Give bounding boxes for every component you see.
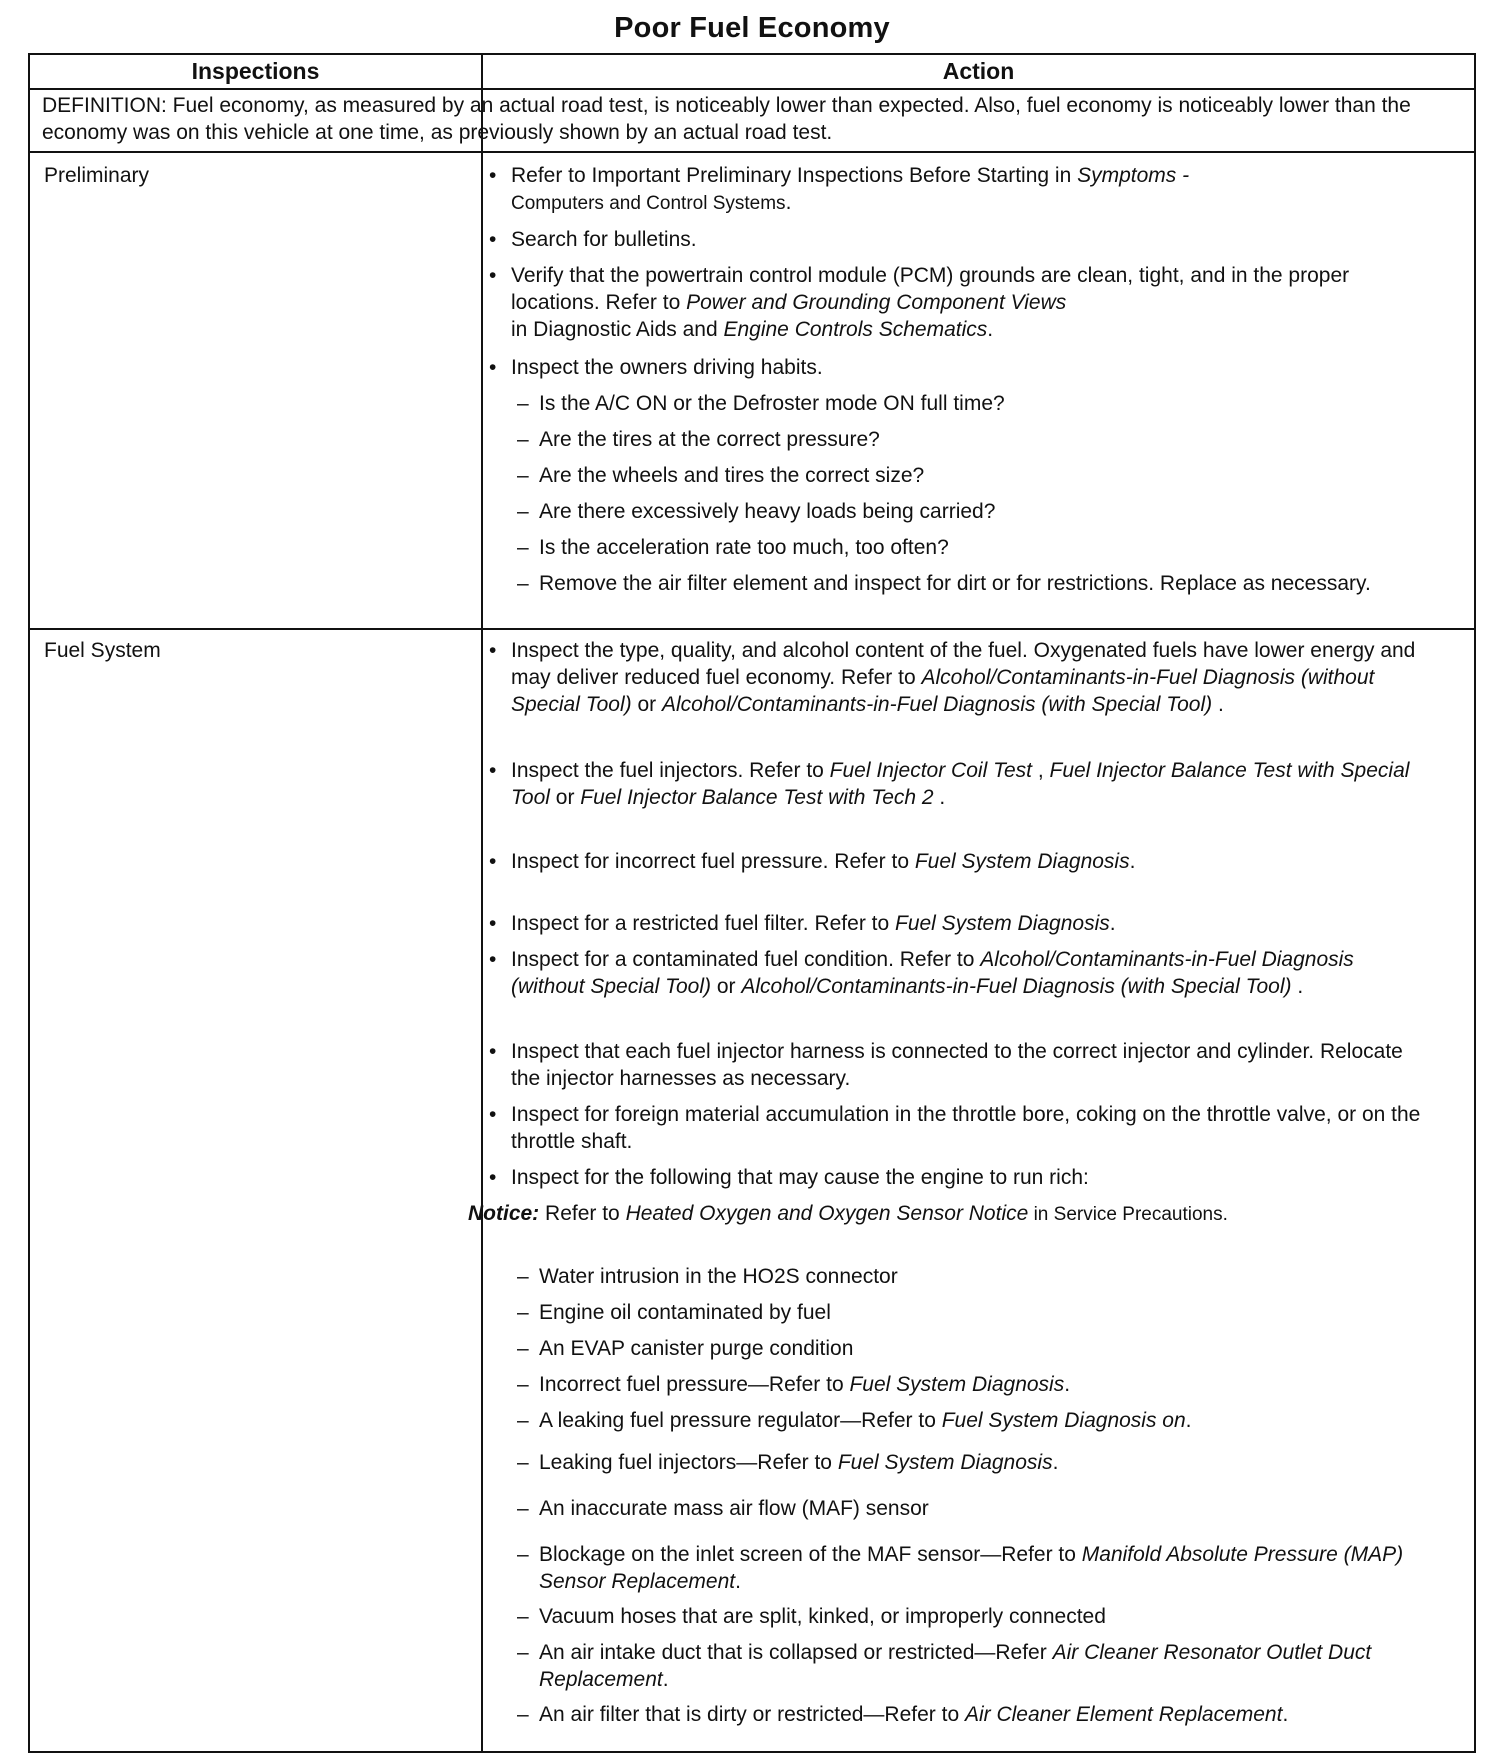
list-item: – An air intake duct that is collapsed or restricted—Refer Air Cleaner Resonator Outlet Duct Replacement.	[517, 1641, 1372, 1691]
list-item: • Inspect the type, quality, and alcohol content of the fuel. Oxygenated fuels have lower energy and may deliver reduced fuel economy. Refer to Alcohol/Contaminants-in-Fuel Diagnosis (without Special Tool) or Alcohol/Contaminants-in-Fuel Diagnosis (with Special Tool) .	[489, 639, 1416, 716]
notice-label: Notice:	[468, 1202, 540, 1225]
list-item: • Inspect for incorrect fuel pressure. Refer to Fuel System Diagnosis.	[489, 850, 1136, 873]
list-item: – A leaking fuel pressure regulator—Refer to Fuel System Diagnosis on.	[517, 1409, 1192, 1432]
page-title: Poor Fuel Economy	[614, 12, 890, 44]
bullet-icon: •	[489, 356, 497, 379]
dash-icon: –	[517, 1451, 529, 1474]
dash-icon: –	[517, 1641, 529, 1664]
list-item: – Is the A/C ON or the Defroster mode ON full time?	[517, 392, 1005, 415]
list-item: – An inaccurate mass air flow (MAF) sensor	[517, 1497, 929, 1520]
header-action: Action	[942, 58, 1015, 84]
preliminary-divider-left	[30, 628, 481, 630]
list-item: – Are the wheels and tires the correct size?	[517, 464, 925, 487]
list-item: • Inspect for a contaminated fuel condition. Refer to Alcohol/Contaminants-in-Fuel Diagnosis (without Special Tool) or Alcohol/Contaminants-in-Fuel Diagnosis (with Special Tool) .	[489, 948, 1354, 998]
dash-icon: –	[517, 536, 529, 559]
list-item: • Inspect the fuel injectors. Refer to Fuel Injector Coil Test , Fuel Injector Balance Test with Special Tool or Fuel Injector Balance Test with Tech 2 .	[489, 759, 1410, 809]
dash-icon: –	[517, 1703, 529, 1726]
dash-icon: –	[517, 1543, 529, 1566]
list-item: • Inspect for foreign material accumulation in the throttle bore, coking on the throttle valve, or on the throttle shaft.	[489, 1103, 1421, 1153]
bullet-icon: •	[489, 912, 497, 935]
bullet-icon: •	[489, 1166, 497, 1189]
list-item: – Remove the air filter element and inspect for dirt or for restrictions. Replace as necessary.	[517, 572, 1371, 595]
list-item: • Inspect for a restricted fuel filter. Refer to Fuel System Diagnosis.	[489, 912, 1116, 935]
bullet-icon: •	[489, 948, 497, 971]
list-item: • Refer to Important Preliminary Inspections Before Starting in Symptoms - Computers and Control Systems.	[489, 164, 1190, 214]
dash-icon: –	[517, 464, 529, 487]
preliminary-divider-right	[481, 628, 1474, 630]
dash-icon: –	[517, 1337, 529, 1360]
list-item: • Inspect for the following that may cause the engine to run rich:	[489, 1166, 1089, 1189]
list-item: – Engine oil contaminated by fuel	[517, 1301, 831, 1324]
bullet-icon: •	[489, 1103, 497, 1126]
category-preliminary: Preliminary	[44, 164, 150, 187]
list-item: – Leaking fuel injectors—Refer to Fuel System Diagnosis.	[517, 1451, 1059, 1474]
list-item: • Inspect the owners driving habits.	[489, 356, 823, 379]
list-item: • Search for bulletins.	[489, 228, 697, 251]
list-item: – An air filter that is dirty or restricted—Refer to Air Cleaner Element Replacement.	[517, 1703, 1289, 1726]
list-item: – Are the tires at the correct pressure?	[517, 428, 880, 451]
bullet-icon: •	[489, 759, 497, 782]
list-item: – Are there excessively heavy loads being carried?	[517, 500, 996, 523]
dash-icon: –	[517, 428, 529, 451]
bullet-icon: •	[489, 639, 497, 662]
list-item: – Blockage on the inlet screen of the MAF sensor—Refer to Manifold Absolute Pressure (MAP) Sensor Replacement.	[517, 1543, 1404, 1593]
dash-icon: –	[517, 572, 529, 595]
dash-icon: –	[517, 1373, 529, 1396]
dash-icon: –	[517, 1301, 529, 1324]
list-item: – An EVAP canister purge condition	[517, 1337, 854, 1360]
list-item: – Is the acceleration rate too much, too often?	[517, 536, 949, 559]
list-item: • Inspect that each fuel injector harness is connected to the correct injector and cylinder. Relocate the injector harnesses as necessary.	[489, 1040, 1403, 1090]
notice: Notice: Refer to Heated Oxygen and Oxygen Sensor Notice in Service Precautions.	[468, 1202, 1228, 1225]
category-fuel-system: Fuel System	[44, 639, 161, 662]
bullet-icon: •	[489, 1040, 497, 1063]
dash-icon: –	[517, 1605, 529, 1628]
dash-icon: –	[517, 392, 529, 415]
definition-text: DEFINITION: Fuel economy, as measured by an actual road test, is noticeably lower than expected. Also, fuel economy is noticeably lower than the economy was on this vehicle at one time, as previously shown by an actual road test.	[42, 94, 1411, 144]
header-divider	[30, 88, 1474, 90]
dash-icon: –	[517, 1265, 529, 1288]
dash-icon: –	[517, 1497, 529, 1520]
dash-icon: –	[517, 1409, 529, 1432]
header-inspections: Inspections	[191, 58, 320, 84]
list-item: – Incorrect fuel pressure—Refer to Fuel System Diagnosis.	[517, 1373, 1071, 1396]
bullet-icon: •	[489, 850, 497, 873]
bullet-icon: •	[489, 164, 497, 187]
list-item: – Vacuum hoses that are split, kinked, or improperly connected	[517, 1605, 1106, 1628]
list-item: • Verify that the powertrain control module (PCM) grounds are clean, tight, and in the proper locations. Refer to Power and Grounding Component Views in Diagnostic Aids and Engine Controls Schematics.	[489, 264, 1350, 341]
bullet-icon: •	[489, 264, 497, 287]
list-item: – Water intrusion in the HO2S connector	[517, 1265, 898, 1288]
bullet-icon: •	[489, 228, 497, 251]
definition-divider	[30, 151, 1474, 153]
dash-icon: –	[517, 500, 529, 523]
